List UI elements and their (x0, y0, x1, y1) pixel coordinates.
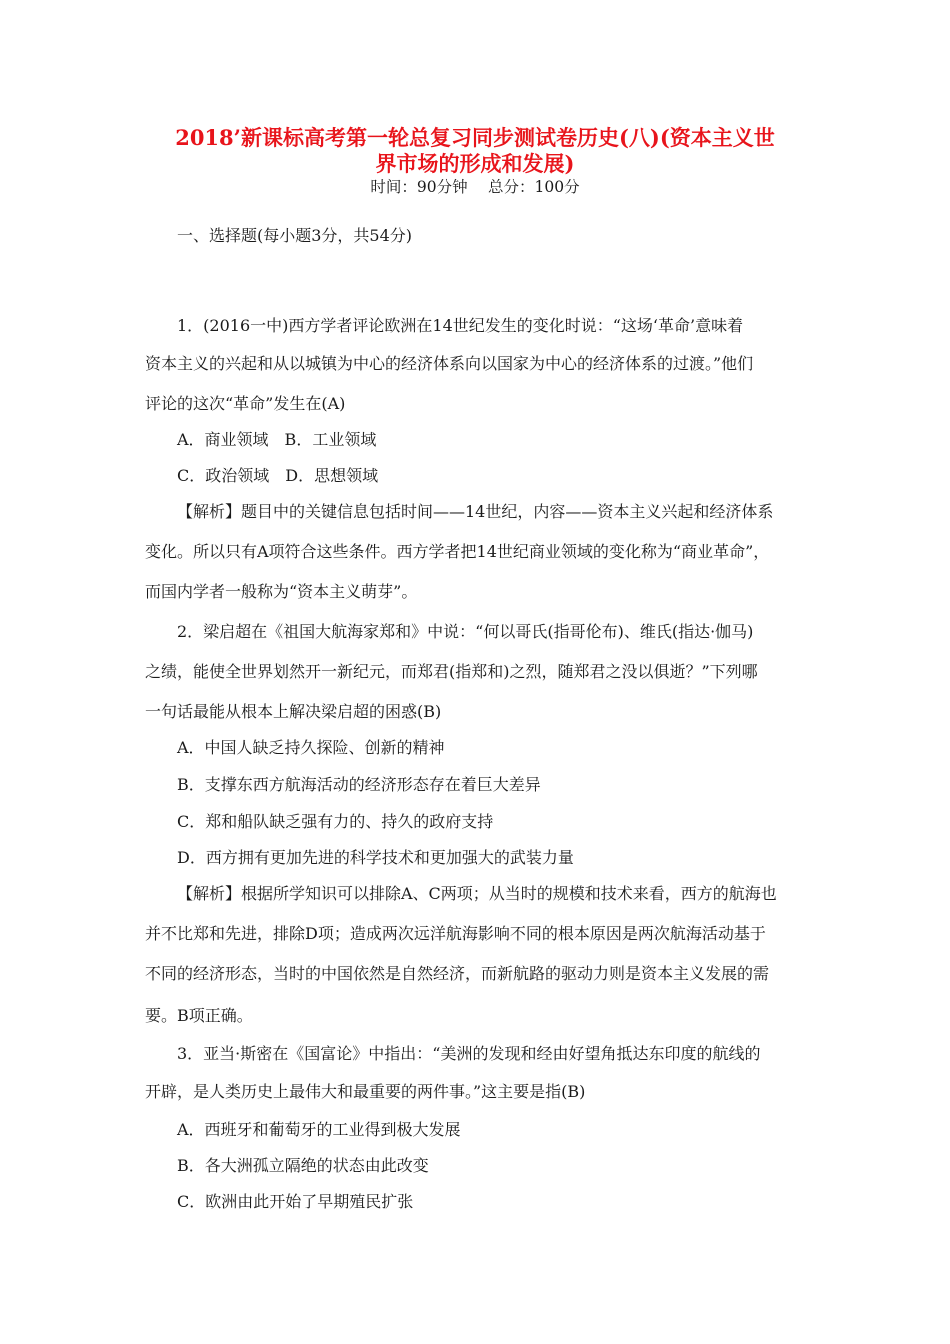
q2-option-c: C．郑和船队缺乏强有力的、持久的政府支持 (177, 812, 494, 831)
exam-info: 时间：90分钟 总分：100分 (370, 178, 580, 196)
q1-analysis-line-2: 变化。所以只有A项符合这些条件。西方学者把14世纪商业领域的变化称为“商业革命”， (145, 542, 770, 561)
q1-stem-line-2: 资本主义的兴起和从以城镇为中心的经济体系向以国家为中心的经济体系的过渡。”他们 (145, 354, 754, 373)
q3-option-b: B．各大洲孤立隔绝的状态由此改变 (177, 1156, 429, 1175)
title-line-1: 2018’新课标高考第一轮总复习同步测试卷历史(八)(资本主义世 (175, 125, 775, 150)
q3-option-a: A．西班牙和葡萄牙的工业得到极大发展 (177, 1120, 461, 1139)
q2-analysis-line-1: 【解析】根据所学知识可以排除A、C两项；从当时的规模和技术来看，西方的航海也 (177, 884, 777, 903)
q2-stem-line-2: 之绩，能使全世界划然开一新纪元，而郑君(指郑和)之烈，随郑君之没以俱逝？”下列哪 (145, 662, 758, 681)
q1-analysis-line-3: 而国内学者一般称为“资本主义萌芽”。 (145, 582, 418, 601)
q1-stem-line-3: 评论的这次“革命”发生在(A) (145, 394, 346, 413)
q2-stem-line-3: 一句话最能从根本上解决梁启超的困惑(B) (145, 702, 442, 721)
title-line-2: 界市场的形成和发展) (375, 151, 575, 176)
section-heading: 一、选择题(每小题3分，共54分) (177, 226, 413, 245)
q2-option-b: B．支撑东西方航海活动的经济形态存在着巨大差异 (177, 775, 541, 794)
q2-analysis-line-4: 要。B项正确。 (145, 1006, 253, 1025)
q2-stem-line-1: 2．梁启超在《祖国大航海家郑和》中说：“何以哥氏(指哥伦布)、维氏(指达·伽马) (177, 622, 754, 641)
q3-stem-line-2: 开辟，是人类历史上最伟大和最重要的两件事。”这主要是指(B) (145, 1082, 586, 1101)
q2-option-d: D．西方拥有更加先进的科学技术和更加强大的武装力量 (177, 848, 574, 867)
q2-analysis-line-3: 不同的经济形态，当时的中国依然是自然经济，而新航路的驱动力则是资本主义发展的需 (145, 964, 770, 983)
q1-stem-line-1: 1．(2016一中)西方学者评论欧洲在14世纪发生的变化时说：“这场‘革命’意味着 (177, 316, 744, 335)
q3-stem-line-1: 3．亚当·斯密在《国富论》中指出：“美洲的发现和经由好望角抵达东印度的航线的 (177, 1044, 761, 1063)
q2-option-a: A．中国人缺乏持久探险、创新的精神 (177, 738, 445, 757)
q3-option-c: C．欧洲由此开始了早期殖民扩张 (177, 1192, 414, 1211)
q2-analysis-line-2: 并不比郑和先进，排除D项；造成两次远洋航海影响不同的根本原因是两次航海活动基于 (145, 924, 766, 943)
q1-options-cd: C．政治领域 D．思想领域 (177, 466, 379, 485)
q1-analysis-line-1: 【解析】题目中的关键信息包括时间——14世纪，内容——资本主义兴起和经济体系 (177, 502, 774, 521)
q1-options-ab: A．商业领域 B．工业领域 (177, 430, 377, 449)
